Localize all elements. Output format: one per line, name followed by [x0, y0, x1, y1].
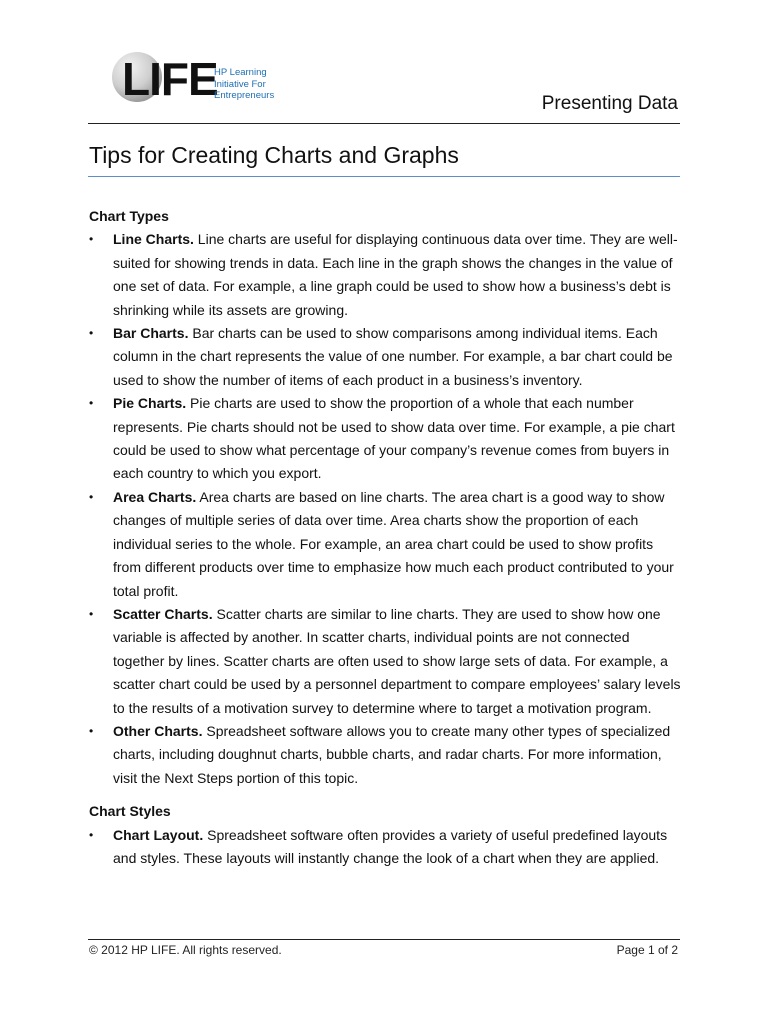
document-body [89, 205, 681, 870]
list-item [89, 322, 681, 392]
list-item [89, 392, 681, 486]
page-number: Page 1 of 2 [616, 943, 678, 957]
item-text: Spreadsheet software often provides a variety of useful predefined layouts and styles. These layouts will instantly change the look of a chart when they are applied. [113, 826, 668, 866]
chart-styles-list [89, 824, 681, 871]
bullet-icon: • [89, 396, 94, 411]
item-title: Line Charts. [113, 231, 194, 248]
logo-wordmark: LIFE [122, 53, 218, 105]
item-text: Spreadsheet software allows you to create many other types of specialized charts, including doughnut charts, bubble charts, and radar charts. For more information, visit the Next Steps portion of this topic. [113, 722, 671, 786]
logo-tagline-line: Entrepreneurs [214, 90, 275, 101]
item-text: Area charts are based on line charts. The area chart is a good way to show changes of multiple series of data over time. Area charts show the proportion of each individual series to the whole. For example, an area chart could be used to show profits from different products over time to emphasize how much each product contributed to your total profit. [113, 488, 674, 599]
hp-life-logo [108, 50, 308, 110]
header-divider [88, 123, 680, 124]
item-text: Bar charts can be used to show comparisons among individual items. Each column in the chart represents the value of one number. For example, a bar chart could be used to show the number of items of each product in a business’s inventory. [113, 325, 673, 388]
page-title: Tips for Creating Charts and Graphs [89, 142, 459, 168]
logo-tagline-line: Initiative For [214, 78, 266, 90]
list-item [89, 720, 681, 790]
item-title: Bar Charts. [113, 325, 189, 342]
bullet-icon: • [89, 606, 94, 621]
logo-tagline [214, 67, 274, 102]
title-divider [88, 176, 680, 177]
item-title: Other Charts. [113, 722, 203, 739]
section-gap [89, 790, 681, 800]
header-section-title: Presenting Data [541, 93, 678, 114]
item-title: Pie Charts. [113, 395, 187, 412]
logo-tagline-line: HP Learning [214, 67, 267, 78]
chart-types-list [89, 228, 681, 790]
footer-copyright: © 2012 HP LIFE. All rights reserved. [89, 943, 282, 957]
item-text: Pie charts are used to show the proportion of a whole that each number represents. Pie charts should not be used to show data over time. For example, a pie chart could be used to show what percentage of your company’s revenue comes from buyers in each country to which you export. [113, 395, 675, 482]
list-item [89, 603, 681, 720]
item-title: Scatter Charts. [113, 605, 213, 622]
item-text: Line charts are useful for displaying continuous data over time. They are well-suited for showing trends in data. Each line in the graph shows the changes in the value of one set of data. For example, a line graph could be used to show how a business’s debt is shrinking while its assets are growing. [113, 231, 678, 318]
bullet-icon: • [89, 489, 94, 504]
bullet-icon: • [89, 326, 94, 341]
footer-divider [88, 939, 680, 940]
section-heading-chart-styles: Chart Styles [89, 803, 171, 820]
bullet-icon: • [89, 827, 94, 842]
bullet-icon: • [89, 232, 94, 247]
list-item [89, 486, 681, 603]
item-title: Chart Layout. [113, 826, 204, 843]
list-item [89, 824, 681, 871]
section-heading-chart-types: Chart Types [89, 208, 169, 224]
item-text: Scatter charts are similar to line charts. They are used to show how one variable is affected by another. In scatter charts, individual points are not connected together by lines. Scatter charts are often used to show large sets of data. For example, a scatter chart could be used by a personnel department to compare employees’ salary levels to the results of a motivation survey to determine where to target a motivation program. [113, 605, 681, 716]
list-item [89, 228, 681, 322]
bullet-icon: • [89, 723, 94, 738]
item-title: Area Charts. [113, 488, 197, 505]
